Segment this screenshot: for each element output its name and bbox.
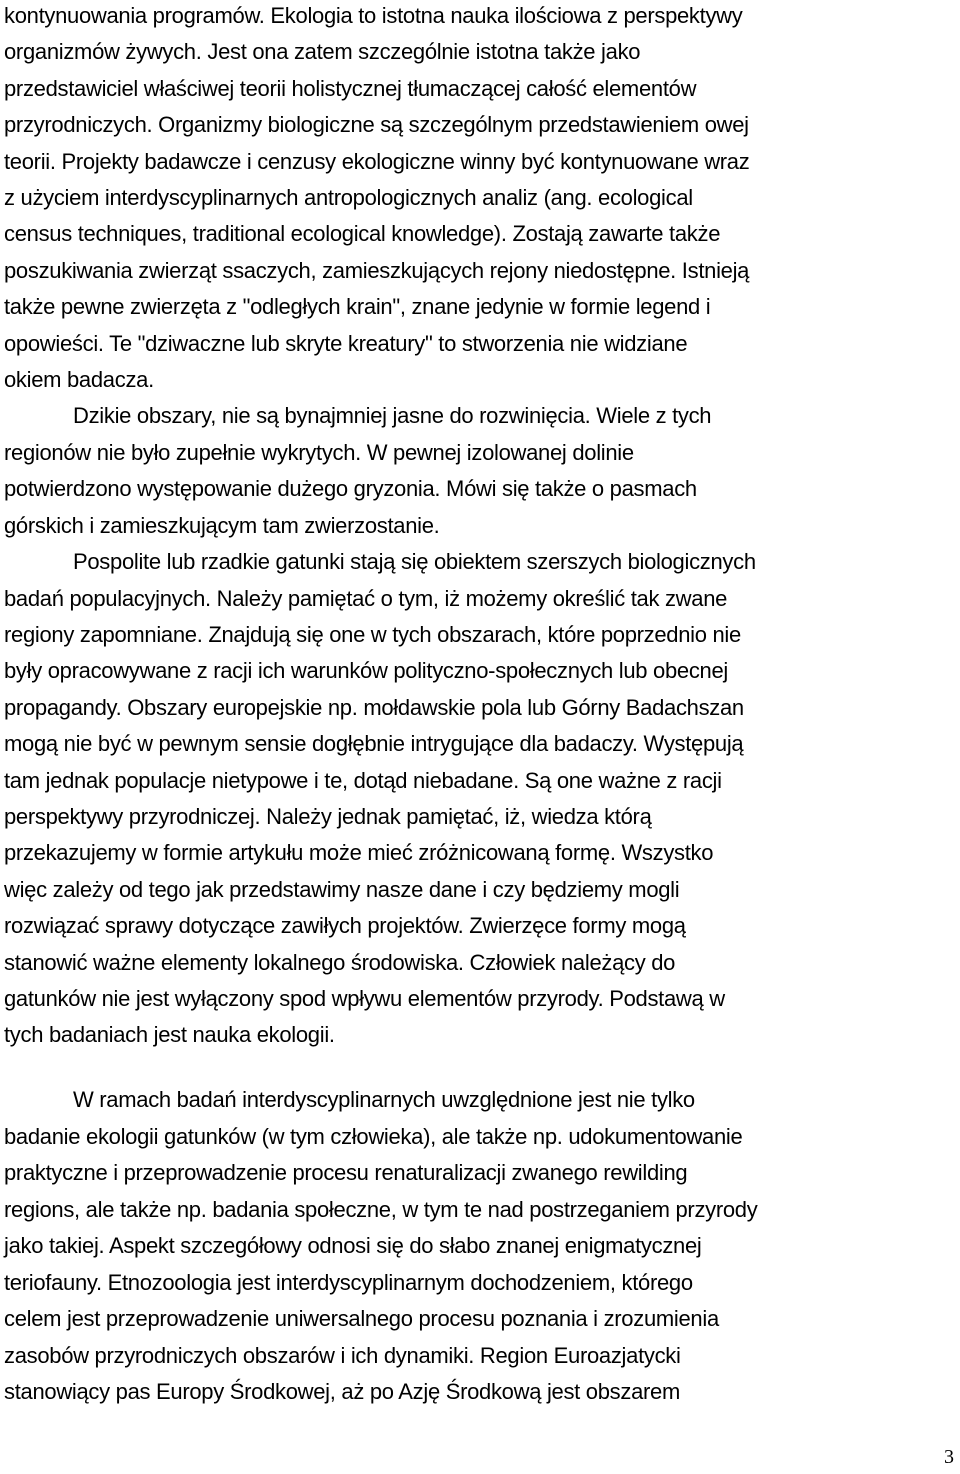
text-line: potwierdzono występowanie dużego gryzonia. Mówi się także o pasmach [4,476,697,502]
paragraph-first-line: W ramach badań interdyscyplinarnych uwzględnione jest nie tylko [73,1087,695,1112]
text-line: census techniques, traditional ecological knowledge). Zostają zawarte także [4,221,721,247]
paragraph-first-line: Dzikie obszary, nie są bynajmniej jasne do rozwinięcia. Wiele z tych [73,403,712,429]
text-line: poszukiwania zwierząt ssaczych, zamieszkujących rejony niedostępne. Istnieją [4,257,750,283]
page-number: 3 [944,1446,954,1468]
text-line: regions, ale także np. badania społeczne, w tym te nad postrzeganiem przyrody [4,1196,758,1222]
text-line: więc zależy od tego jak przedstawimy nasze dane i czy będziemy mogli [4,876,680,902]
paragraph-first-line: Pospolite lub rzadkie gatunki stają się obiektem szerszych biologicznych [73,549,756,575]
text-line: przedstawiciel właściwej teorii holistycznej tłumaczącej całość elementów [4,75,697,101]
body-text-block-2 [4,1082,956,1411]
text-line: z użyciem interdyscyplinarnych antropologicznych analiz (ang. ecological [4,185,693,211]
text-line: jako takiej. Aspekt szczegółowy odnosi się do słabo znanej enigmatycznej [4,1233,702,1258]
text-line: stanowiący pas Europy Środkowej, aż po Azję Środkową jest obszarem [4,1379,680,1404]
text-line: badanie ekologii gatunków (w tym człowieka), ale także np. udokumentowanie [4,1123,743,1149]
text-line: propagandy. Obszary europejskie np. mołdawskie pola lub Górny Badachszan [4,694,744,720]
text-line: górskich i zamieszkującym tam zwierzostanie. [4,512,440,538]
text-line: mogą nie być w pewnym sensie dogłębnie intrygujące dla badaczy. Występują [4,731,744,757]
text-line: perspektywy przyrodniczej. Należy jednak pamiętać, iż, wiedza którą [4,803,652,829]
text-line: przekazujemy w formie artykułu może mieć zróżnicowaną formę. Wszystko [4,840,714,866]
text-line: tych badaniach jest nauka ekologii. [4,1022,335,1048]
text-line: badań populacyjnych. Należy pamiętać o tym, iż możemy określić tak zwane [4,585,728,611]
text-line: teriofauny. Etnozoologia jest interdyscyplinarnym dochodzeniem, którego [4,1269,693,1295]
text-line: przyrodniczych. Organizmy biologiczne są szczególnym przedstawieniem owej [4,112,749,138]
text-line: regiony zapomniane. Znajdują się one w tych obszarach, które poprzednio nie [4,621,741,647]
text-line: opowieści. Te "dziwaczne lub skryte kreatury" to stworzenia nie widziane [4,330,688,356]
text-line: stanowić ważne elementy lokalnego środowiska. Człowiek należący do [4,949,676,975]
text-line: także pewne zwierzęta z "odległych krain", znane jedynie w formie legend i [4,294,711,320]
text-line: były opracowywane z racji ich warunków polityczno-społecznych lub obecnej [4,658,729,684]
text-line: tam jednak populacje nietypowe i te, dotąd niebadane. Są one ważne z racji [4,767,722,793]
text-line: okiem badacza. [4,367,154,393]
text-line: teorii. Projekty badawcze i cenzusy ekologiczne winny być kontynuowane wraz [4,148,750,174]
text-line: organizmów żywych. Jest ona zatem szczególnie istotna także jako [4,39,641,65]
text-line: regionów nie było zupełnie wykrytych. W pewnej izolowanej dolinie [4,439,634,465]
text-line: rozwiązać sprawy dotyczące zawiłych projektów. Zwierzęce formy mogą [4,913,686,939]
text-line: gatunków nie jest wyłączony spod wpływu elementów przyrody. Podstawą w [4,985,725,1011]
text-line: praktyczne i przeprowadzenie procesu renaturalizacji zwanego rewilding [4,1160,688,1185]
text-line: kontynuowania programów. Ekologia to istotna nauka ilościowa z perspektywy [4,3,743,28]
body-text-block-1 [4,0,956,1054]
text-line: celem jest przeprowadzenie uniwersalnego procesu poznania i zrozumienia [4,1306,719,1331]
text-line: zasobów przyrodniczych obszarów i ich dynamiki. Region Euroazjatycki [4,1342,681,1368]
